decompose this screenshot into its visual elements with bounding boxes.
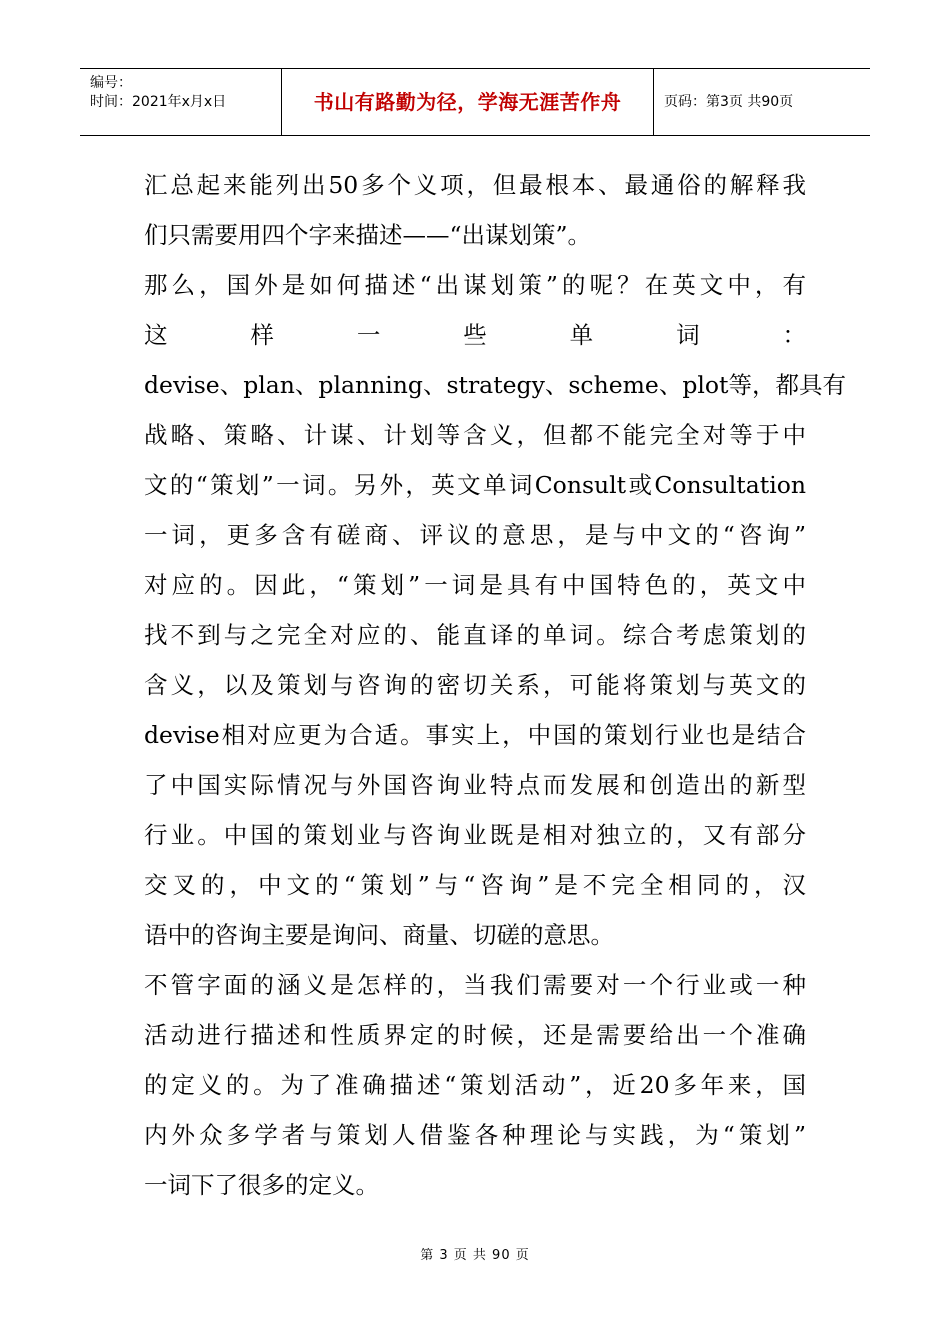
body-line: 那么，国外是如何描述“出谋划策”的呢？在英文中，有 [144,271,806,299]
body-line: 找不到与之完全对应的、能直译的单词。综合考虑策划的 [144,621,806,649]
document-body [144,160,846,1210]
body-line: 一词，更多含有磋商、评议的意思，是与中文的“咨询” [144,521,806,549]
body-line: 一词下了很多的定义。 [144,1171,379,1199]
body-line: 不管字面的涵义是怎样的，当我们需要对一个行业或一种 [144,971,806,999]
header-motto: 书山有路勤为径，学海无涯苦作舟 [282,69,654,135]
body-line: 汇总起来能列出50多个义项，但最根本、最通俗的解释我 [144,171,806,199]
body-line: 文的“策划”一词。另外，英文单词Consult或Consultation [144,471,806,499]
page-header [80,68,870,136]
body-line: devise相对应更为合适。事实上，中国的策划行业也是结合 [144,721,806,749]
body-line: 内外众多学者与策划人借鉴各种理论与实践，为“策划” [144,1121,806,1149]
header-meta-cell [80,69,282,135]
body-line: 了中国实际情况与外国咨询业特点而发展和创造出的新型 [144,771,806,799]
body-line: 交叉的，中文的“策划”与“咨询”是不完全相同的，汉 [144,871,806,899]
body-line: 行业。中国的策划业与咨询业既是相对独立的，又有部分 [144,821,806,849]
body-line: 语中的咨询主要是询问、商量、切磋的意思。 [144,921,614,949]
body-line: 活动进行描述和性质界定的时候，还是需要给出一个准确 [144,1021,806,1049]
body-line: 的定义的。为了准确描述“策划活动”，近20多年来，国 [144,1071,806,1099]
header-page-info: 页码：第3页 共90页 [664,94,794,110]
body-line: 对应的。因此，“策划”一词是具有中国特色的，英文中 [144,571,806,599]
body-line: 含义，以及策划与咨询的密切关系，可能将策划与英文的 [144,671,806,699]
document-date: 时间：2021年x月x日 [90,94,227,110]
body-line: 们只需要用四个字来描述——“出谋划策”。 [144,221,592,249]
body-line: 这 样 一 些 单 词 ： [144,321,806,349]
document-number-label: 编号： [90,75,132,91]
body-line: 战略、策略、计谋、计划等含义，但都不能完全对等于中 [144,421,806,449]
body-line: devise、plan、planning、strategy、scheme、plot等，都具有 [144,371,846,399]
page-footer: 第 3 页 共 90 页 [420,1248,530,1263]
